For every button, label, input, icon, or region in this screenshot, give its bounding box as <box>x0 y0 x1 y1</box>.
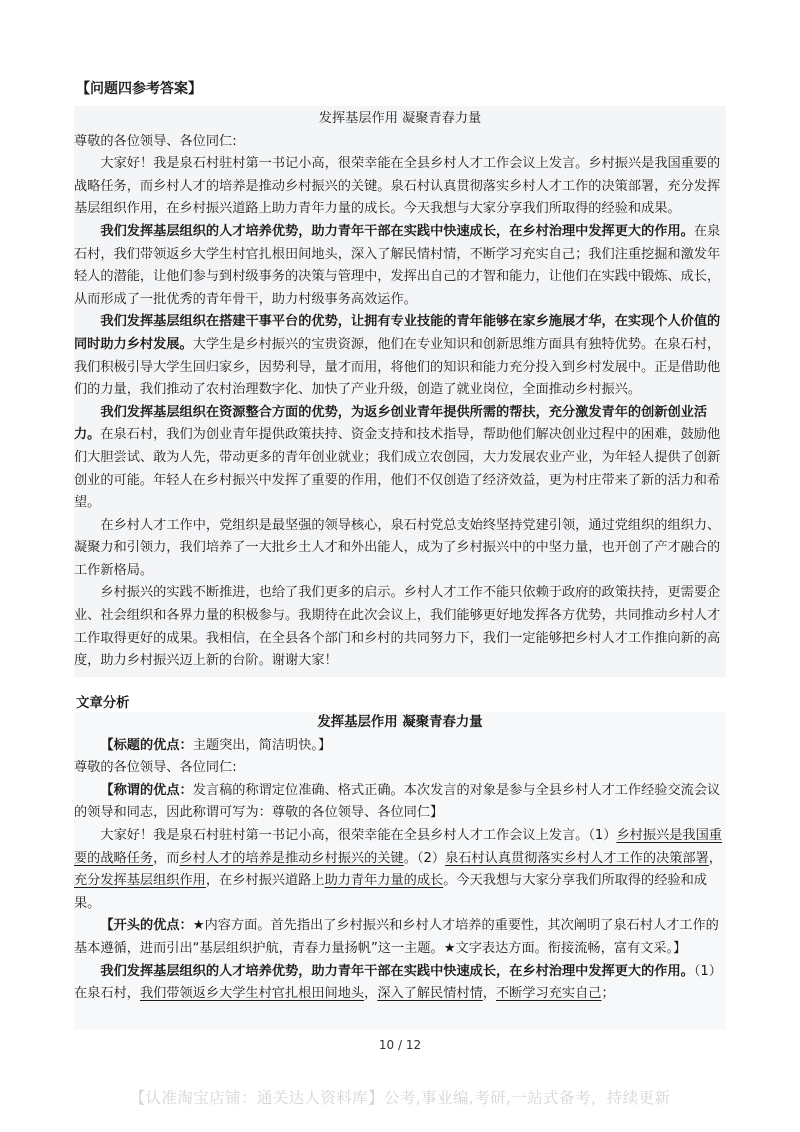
analysis-paragraph-underline: 深入了解民情村情 <box>377 986 483 1002</box>
analysis-title: 发挥基层作用 凝聚青春力量 <box>317 715 483 730</box>
opening-underline: 助力青年力量的成长 <box>324 873 444 889</box>
opening-text: ，而 <box>153 850 180 866</box>
opening-underline: 乡村人才的培养是推动乡村振兴的关键 <box>179 850 404 866</box>
answer-paragraph-5: 在乡村人才工作中，党组织是最坚强的领导核心，泉石村党总支始终坚持党建引领，通过党组织的组织力、凝聚力和引领力，我们培养了一大批乡土人才和外出能人，成为了乡村振兴中的中坚力量，也开创了产才融合的工作新格局。 <box>74 517 721 578</box>
footer-watermark: 【认准淘宝店铺：通关达人资料库】公考,事业编,考研,一站式备考，持续更新 <box>129 1089 671 1107</box>
answer-paragraph-4 <box>74 402 726 515</box>
answer-paragraph-4-body: 在泉石村，我们为创业青年提供政策扶持、资金支持和技术指导，帮助他们解决创业过程中的困难，鼓励他们大胆尝试、敢为人先，带动更多的青年创业就业；我们成立农创园，大力发展农业产业，为年轻人提供了创新创业的可能。年轻人在乡村振兴中发挥了重要的作用，他们不仅创造了经济效益，更为村庄带来了新的活力和希望。 <box>74 427 721 511</box>
opening-underline: 充分发挥基层组织作用 <box>74 873 206 889</box>
answer-salutation: 尊敬的各位领导、各位同仁: <box>74 133 237 149</box>
opening-paragraph <box>74 825 726 915</box>
analysis-paragraph-text: ； <box>601 986 615 1002</box>
opening-note-label: 【开头的优点： <box>100 918 193 934</box>
title-note-label: 【标题的优点： <box>100 737 193 753</box>
analysis-paragraph-text: （1）在泉石村， <box>74 963 722 1002</box>
salutation-note-text: 发言稿的称谓定位准确、格式正确。本次发言的对象是参与全县乡村人才工作经验交流会议的领导和同志，因此称谓可写为：尊敬的各位领导、各位同仁】 <box>74 782 721 821</box>
answer-paragraph-3-body: 大学生是乡村振兴的宝贵资源，他们在专业知识和创新思维方面具有独特优势。在泉石村，我们积极引导大学生回归家乡，因势利导，量才而用，将他们的知识和能力充分投入到乡村发展中。正是借助他们的力量，我们推动了农村治理数字化、加快了产业升级，创造了就业岗位，全面推动乡村振兴。 <box>74 336 721 398</box>
opening-note <box>74 915 726 960</box>
opening-note-text: ★内容方面。首先指出了乡村振兴和乡村人才培养的重要性，其次阐明了泉石村人才工作的基本遵循，进而引出“基层组织护航，青春力量扬帆”这一主题。★文字表达方面。衔接流畅，富有文采。】 <box>74 918 719 956</box>
analysis-paragraph-underline: 不断学习充实自己 <box>496 986 602 1002</box>
opening-text: ，在乡村振兴道路上 <box>205 873 325 889</box>
analysis-paragraph-lead: 我们发挥基层组织的人才培养优势，助力青年干部在实践中快速成长，在乡村治理中发挥更大的作用。 <box>100 963 694 979</box>
page-number: 10 / 12 <box>378 1038 422 1052</box>
analysis-paragraph-underline: 我们带领返乡大学生村官扎根田间地头 <box>139 986 365 1002</box>
analysis-heading: 文章分析 <box>76 696 130 711</box>
answer-paragraph-2 <box>74 221 726 311</box>
opening-text: 。（2） <box>403 850 446 866</box>
opening-underline: 乡村振兴是我国重要的战略任务 <box>74 827 722 866</box>
analysis-paragraph-text: ， <box>482 986 496 1002</box>
analysis-salutation: 尊敬的各位领导、各位同仁: <box>74 760 237 776</box>
answer-block <box>74 106 726 677</box>
title-note <box>74 735 726 758</box>
answer-paragraph-4-lead: 我们发挥基层组织在资源整合方面的优势，为返乡创业青年提供所需的帮扶，充分激发青年的创新创业活力。 <box>74 404 708 443</box>
opening-text: ， <box>708 850 722 866</box>
opening-text: 。今天我想与大家分享我们所取得的经验和成果。 <box>74 873 707 911</box>
answer-paragraph-6: 乡村振兴的实践不断推进，也给了我们更多的启示。乡村人才工作不能只依赖于政府的政策扶持，更需要企业、社会组织和各界力量的积极参与。我期待在此次会议上，我们能够更好地发挥各方优势，共同推动乡村人才工作取得更好的成果。我相信，在全县各个部门和乡村的共同努力下，我们一定能够把乡村人才工作推向新的高度，助力乡村振兴迈上新的台阶。谢谢大家！ <box>74 585 721 669</box>
section-label: 【问题四参考答案】 <box>76 81 202 97</box>
answer-paragraph-3 <box>74 311 726 401</box>
opening-underline: 泉石村认真贯彻落实乡村人才工作的决策部署 <box>445 850 709 866</box>
salutation-note-label: 【称谓的优点： <box>100 782 193 798</box>
answer-paragraph-2-body: 在泉石村，我们带领返乡大学生村官扎根田间地头，深入了解民情村情，不断学习充实自己；我们注重挖掘和激发年轻人的潜能，让他们参与到村级事务的决策与管理中，发挥出自己的才智和能力，让他们在实践中锻炼、成长，从而形成了一批优秀的青年骨干，助力村级事务高效运作。 <box>74 223 721 307</box>
salutation-note <box>74 780 726 825</box>
answer-paragraph-3-lead: 我们发挥基层组织在搭建干事平台的优势，让拥有专业技能的青年能够在家乡施展才华，在实现个人价值的同时助力乡村发展。 <box>74 314 721 352</box>
analysis-paragraph <box>74 961 726 1006</box>
title-note-text: 主题突出，简洁明快。】 <box>192 737 332 753</box>
answer-title: 发挥基层作用 凝聚青春力量 <box>318 111 482 126</box>
answer-paragraph-1: 大家好！我是泉石村驻村第一书记小高，很荣幸能在全县乡村人才工作会议上发言。乡村振兴是我国重要的战略任务，而乡村人才的培养是推动乡村振兴的关键。泉石村认真贯彻落实乡村人才工作的决策部署，充分发挥基层组织作用，在乡村振兴道路上助力青年力量的成长。今天我想与大家分享我们所取得的经验和成果。 <box>74 156 721 217</box>
opening-text: 大家好！我是泉石村驻村第一书记小高，很荣幸能在全县乡村人才工作会议上发言。（1） <box>100 827 617 843</box>
analysis-block <box>74 712 726 1030</box>
analysis-paragraph-text: ， <box>364 986 378 1002</box>
answer-paragraph-2-lead: 我们发挥基层组织的人才培养优势，助力青年干部在实践中快速成长，在乡村治理中发挥更大的作用。 <box>100 223 694 239</box>
